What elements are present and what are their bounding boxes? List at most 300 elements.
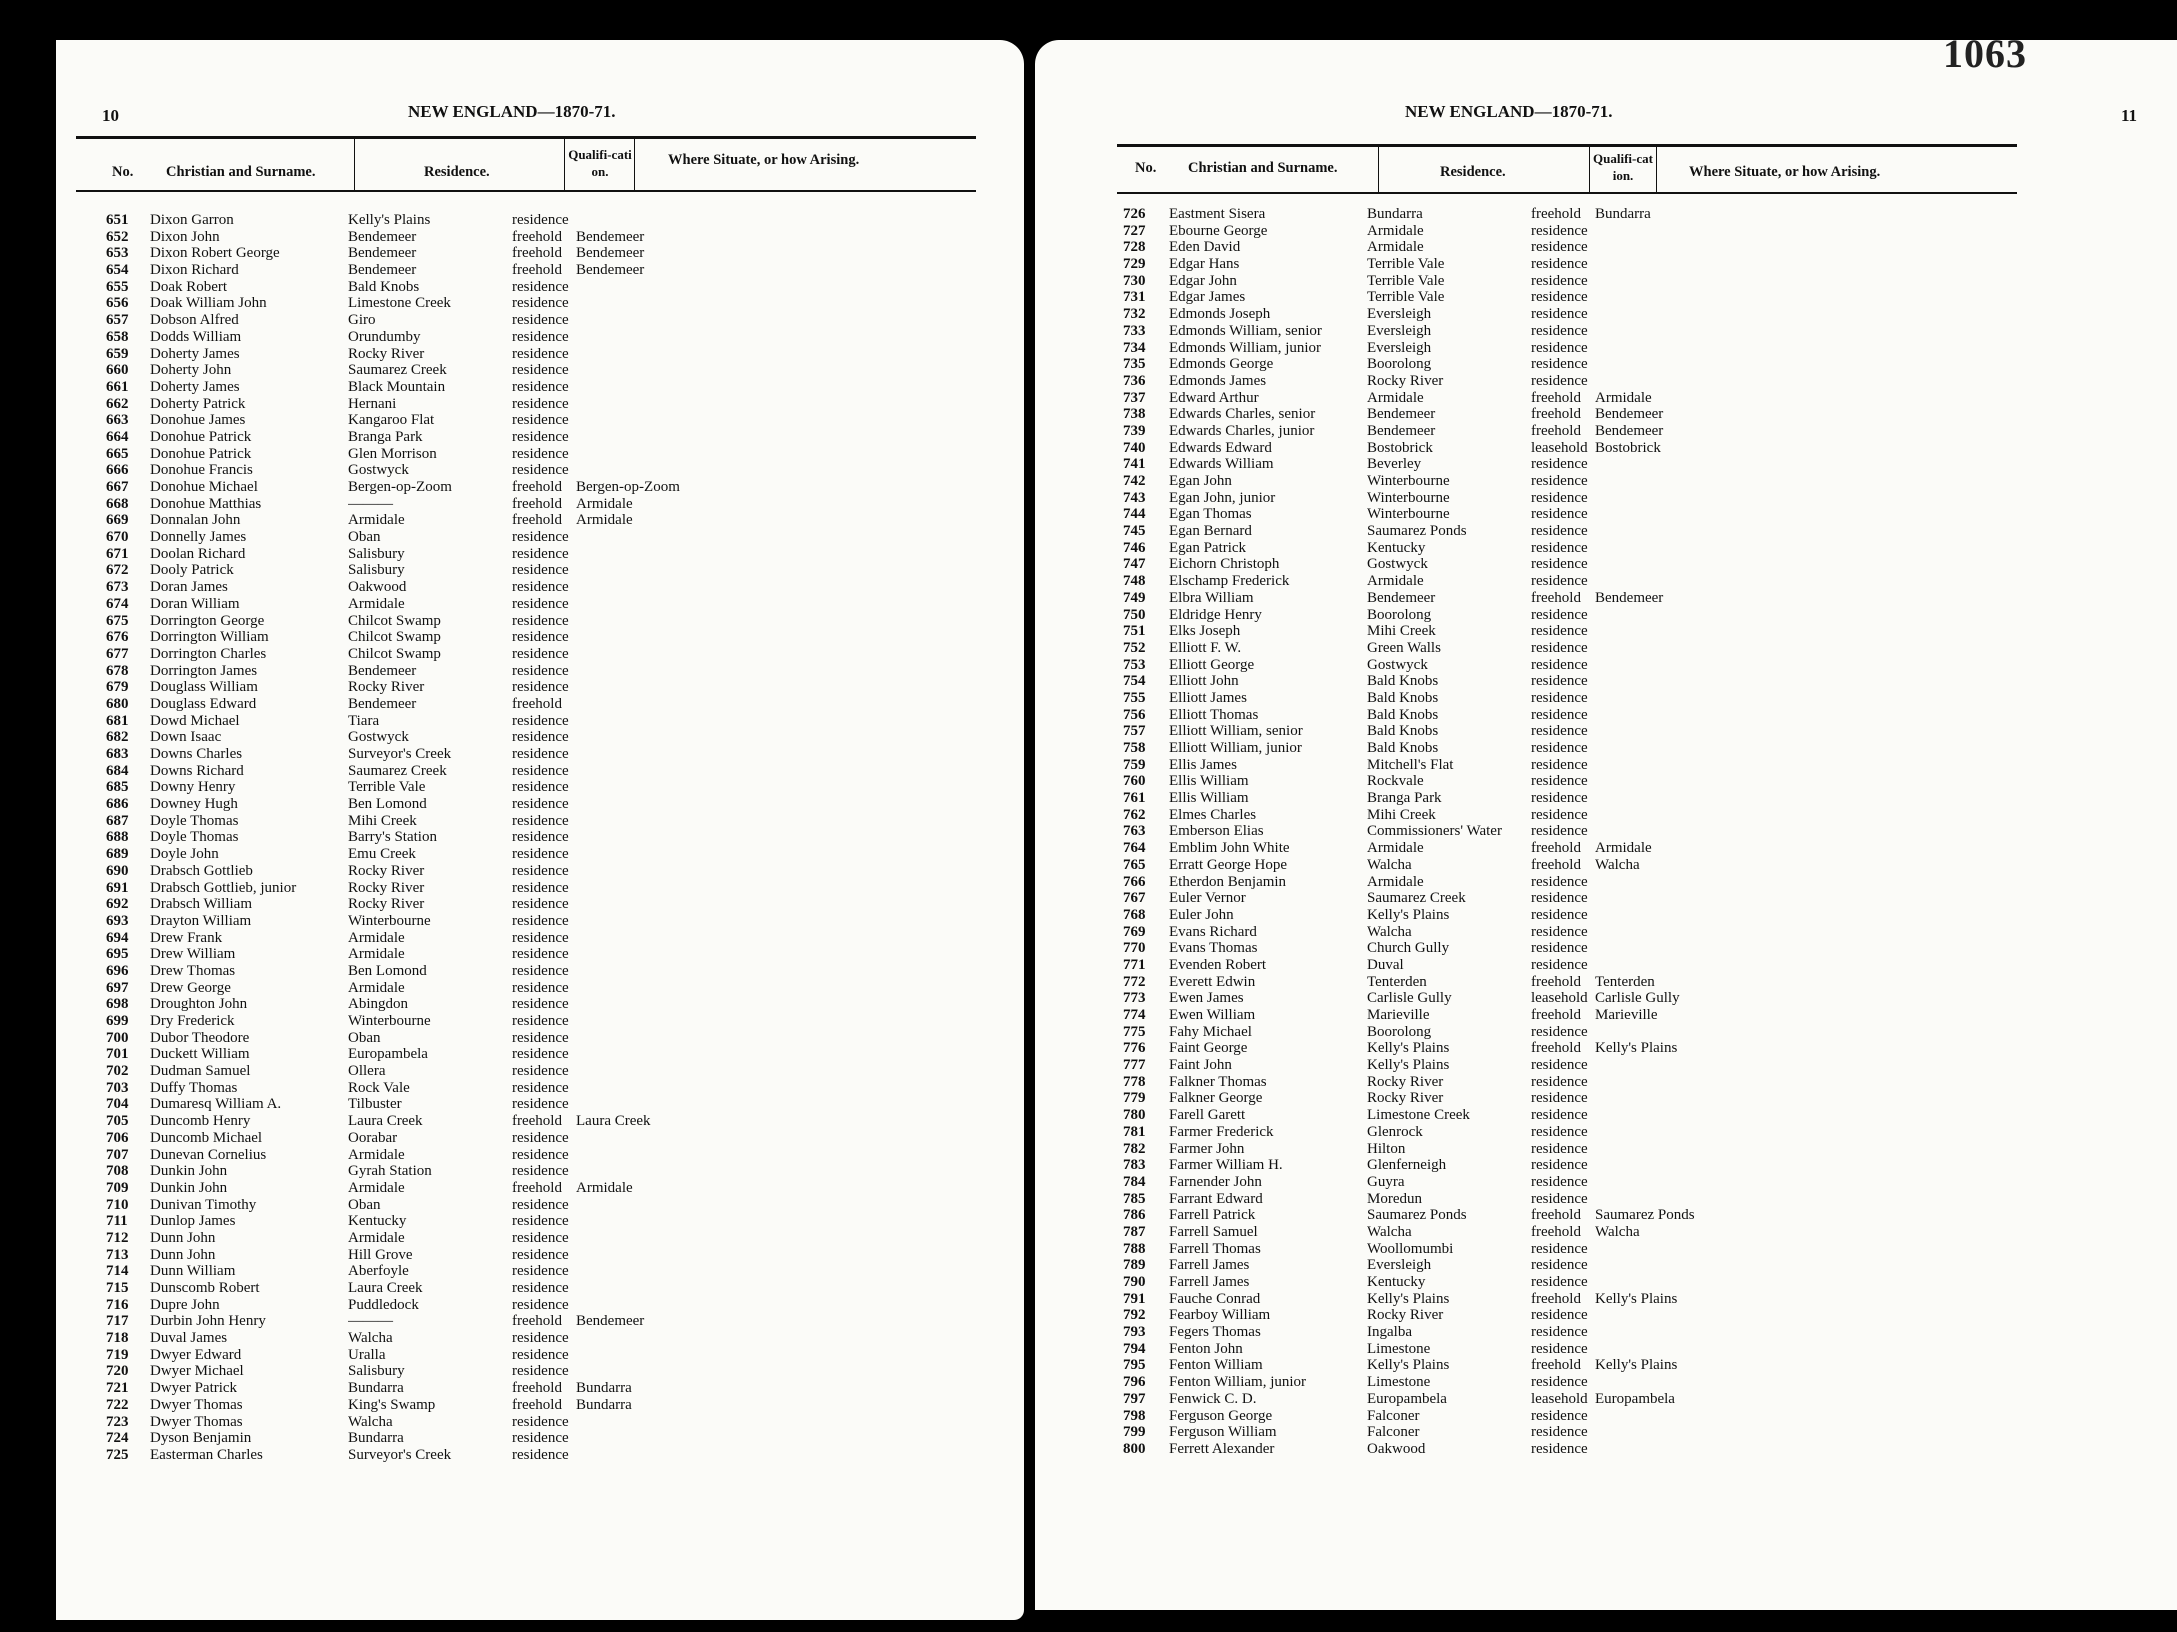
voter-name: Ferrett Alexander [1169, 1440, 1275, 1457]
column-divider [634, 138, 635, 190]
residence-cell: Limestone Creek [1367, 1107, 1470, 1124]
qualification-cell: residence [1531, 523, 1588, 540]
where-situate-cell: Bendemeer [576, 228, 645, 245]
row-number: 744 [1123, 506, 1146, 523]
residence-cell: Bundarra [348, 1380, 404, 1397]
row-number: 767 [1123, 890, 1146, 907]
residence-cell: Chilcot Swamp [348, 645, 441, 662]
residence-cell: Armidale [1367, 239, 1424, 256]
qualification-cell: residence [1531, 723, 1588, 740]
qualification-cell: residence [512, 378, 569, 395]
qualification-cell: residence [512, 1146, 569, 1163]
residence-cell: Eversleigh [1367, 322, 1432, 339]
row-number: 732 [1123, 306, 1146, 323]
qualification-cell: residence [512, 929, 569, 946]
residence-cell: Rocky River [348, 679, 425, 696]
row-number: 756 [1123, 706, 1146, 723]
column-divider [1656, 146, 1657, 192]
voter-name: Doran William [150, 595, 240, 612]
where-situate-cell: Saumarez Ponds [1595, 1207, 1695, 1224]
qualification-cell: residence [1531, 539, 1588, 556]
qualification-cell: residence [1531, 489, 1588, 506]
voter-name: Dunn William [150, 1263, 236, 1280]
voter-name: Dwyer Thomas [150, 1413, 243, 1430]
residence-cell: Glenrock [1367, 1123, 1423, 1140]
residence-cell: Branga Park [348, 428, 423, 445]
row-number: 742 [1123, 473, 1146, 489]
voter-name: Farrell Thomas [1169, 1240, 1261, 1257]
col-header-where: Where Situate, or how Arising. [668, 152, 860, 168]
residence-cell: Walcha [348, 1330, 393, 1347]
qualification-cell: residence [512, 912, 569, 929]
where-situate-cell: Bostobrick [1595, 439, 1661, 456]
voter-name: Farnender John [1169, 1173, 1262, 1190]
residence-cell: Gostwyck [348, 729, 409, 746]
voter-name: Edwards Charles, junior [1169, 422, 1315, 439]
row-number: 683 [106, 746, 129, 762]
where-situate-cell: Armidale [1595, 840, 1652, 857]
voter-name: Doolan Richard [150, 545, 246, 562]
voter-name: Doak William John [150, 295, 267, 312]
row-number: 773 [1123, 990, 1146, 1007]
row-number: 684 [106, 762, 129, 779]
qualification-cell: residence [512, 1163, 569, 1180]
residence-cell: Bundarra [1367, 206, 1423, 222]
qualification-cell: residence [1531, 1307, 1588, 1324]
row-number: 717 [106, 1313, 129, 1330]
voter-name: Elliott William, senior [1169, 723, 1303, 740]
header-rule-top [76, 136, 976, 139]
row-number: 777 [1123, 1057, 1146, 1074]
col-header-name: Christian and Surname. [1188, 160, 1338, 176]
residence-cell: Chilcot Swamp [348, 612, 441, 629]
residence-cell: Duval [1367, 956, 1404, 973]
qualification-cell: residence [1531, 322, 1588, 339]
residence-cell: Branga Park [1367, 790, 1442, 807]
where-situate-cell: Walcha [1595, 856, 1640, 873]
residence-cell: Kentucky [348, 1213, 407, 1230]
voter-name: Dwyer Patrick [150, 1380, 238, 1397]
voter-name: Doyle John [150, 846, 219, 863]
residence-cell: Armidale [348, 1229, 405, 1246]
row-number: 707 [106, 1146, 129, 1163]
qualification-cell: residence [1531, 1374, 1588, 1391]
row-number: 674 [106, 595, 129, 612]
voter-name: Emblim John White [1169, 840, 1290, 857]
residence-cell: Bergen-op-Zoom [348, 479, 452, 495]
row-number: 787 [1123, 1223, 1146, 1240]
row-number: 660 [106, 362, 129, 379]
voter-name: Elmes Charles [1169, 806, 1257, 823]
row-number: 797 [1123, 1390, 1146, 1407]
voter-name: Drew William [150, 946, 236, 963]
residence-cell: Mitchell's Flat [1367, 756, 1454, 773]
row-number: 721 [106, 1380, 129, 1397]
voter-name: Eldridge Henry [1169, 606, 1262, 623]
row-number: 770 [1123, 940, 1146, 957]
qualification-cell: residence [1531, 272, 1588, 289]
qualification-cell: residence [1531, 256, 1588, 273]
voter-name: Edwards Charles, senior [1169, 406, 1316, 423]
row-number: 664 [106, 428, 129, 445]
voter-name: Fahy Michael [1169, 1023, 1252, 1040]
qualification-cell: freehold [512, 245, 562, 262]
row-number: 655 [106, 278, 129, 295]
voter-name: Edmonds George [1169, 356, 1274, 373]
voter-name: Dorrington William [150, 629, 269, 646]
voter-name: Ellis William [1169, 790, 1249, 807]
row-number: 775 [1123, 1023, 1146, 1040]
column-divider [1378, 146, 1379, 192]
voter-name: Donnalan John [150, 512, 241, 529]
qualification-cell: residence [1531, 1324, 1588, 1341]
qualification-cell: residence [512, 746, 569, 762]
qualification-cell: residence [512, 562, 569, 579]
qualification-cell: residence [512, 662, 569, 679]
residence-cell: Saumarez Creek [348, 362, 447, 379]
residence-cell: Bendemeer [348, 228, 417, 245]
residence-cell: Black Mountain [348, 378, 446, 395]
voter-name: Dunkin John [150, 1163, 228, 1180]
row-number: 762 [1123, 806, 1146, 823]
row-number: 673 [106, 579, 129, 596]
residence-cell: Falconer [1367, 1424, 1420, 1441]
qualification-cell: residence [512, 1296, 569, 1313]
residence-cell: Saumarez Creek [1367, 890, 1466, 907]
qualification-cell: residence [512, 545, 569, 562]
row-number: 691 [106, 879, 129, 896]
residence-cell: Surveyor's Creek [348, 1446, 452, 1463]
voter-name: Farrell James [1169, 1274, 1250, 1290]
row-number: 788 [1123, 1240, 1146, 1257]
row-number: 792 [1123, 1307, 1146, 1324]
residence-cell: Aberfoyle [348, 1263, 409, 1280]
where-situate-cell: Laura Creek [576, 1113, 651, 1130]
residence-cell: Hilton [1367, 1140, 1406, 1157]
row-number: 782 [1123, 1140, 1146, 1157]
voter-name: Dorrington George [150, 612, 265, 629]
qualification-cell: residence [512, 1330, 569, 1347]
voter-name: Duffy Thomas [150, 1079, 238, 1096]
voter-name: Edwards William [1169, 456, 1274, 473]
where-situate-cell: Armidale [576, 1179, 633, 1196]
voter-name: Doak Robert [150, 278, 228, 295]
qualification-cell: residence [512, 1363, 569, 1380]
residence-cell: Armidale [348, 512, 405, 529]
qualification-cell: residence [512, 679, 569, 696]
qualification-cell: residence [1531, 740, 1588, 756]
residence-cell: Kentucky [1367, 1274, 1426, 1290]
where-situate-cell: Bendemeer [576, 262, 645, 279]
residence-cell: Bendemeer [348, 662, 417, 679]
voter-name: Fenton William [1169, 1357, 1263, 1374]
row-number: 728 [1123, 239, 1146, 256]
voter-name: Dobson Alfred [150, 312, 239, 329]
voter-name: Doherty James [150, 345, 240, 362]
residence-cell: Bald Knobs [1367, 689, 1439, 706]
residence-cell: Gostwyck [1367, 656, 1428, 673]
voter-name: Downs Charles [150, 746, 243, 762]
residence-cell: Gyrah Station [348, 1163, 432, 1180]
residence-cell: Winterbourne [1367, 473, 1450, 489]
row-number: 701 [106, 1046, 129, 1063]
qualification-cell: residence [1531, 1340, 1588, 1357]
voter-name: Evenden Robert [1169, 956, 1267, 973]
voter-name: Dyson Benjamin [150, 1430, 252, 1447]
where-situate-cell: Bundarra [576, 1396, 632, 1413]
voter-name: Droughton John [150, 996, 248, 1013]
qualification-cell: residence [512, 395, 569, 412]
row-number: 677 [106, 645, 129, 662]
voter-name: Elliott William, junior [1169, 740, 1302, 756]
voter-name: Easterman Charles [150, 1446, 263, 1463]
voter-name: Ebourne George [1169, 222, 1268, 239]
col-header-where: Where Situate, or how Arising. [1689, 164, 1881, 180]
voter-name: Dunn John [150, 1246, 216, 1263]
residence-cell: Walcha [1367, 923, 1412, 940]
row-number: 794 [1123, 1340, 1146, 1357]
qualification-cell: residence [512, 595, 569, 612]
qualification-cell: residence [512, 1446, 569, 1463]
voter-name: Elschamp Frederick [1169, 573, 1290, 590]
voter-name: Edmonds William, senior [1169, 322, 1322, 339]
row-number: 695 [106, 946, 129, 963]
residence-cell: Tiara [348, 712, 380, 729]
voter-name: Farrell Samuel [1169, 1223, 1258, 1240]
residence-cell: Falconer [1367, 1407, 1420, 1424]
scan-number-right: 1063 [1943, 31, 2027, 76]
qualification-cell: residence [512, 579, 569, 596]
qualification-cell: residence [512, 1096, 569, 1113]
residence-cell: Bendemeer [1367, 589, 1436, 606]
page-number: 11 [2121, 106, 2138, 125]
voter-name: Duncomb Henry [150, 1113, 251, 1130]
row-number: 736 [1123, 372, 1146, 389]
qualification-cell: residence [1531, 306, 1588, 323]
qualification-cell: residence [512, 1213, 569, 1230]
voter-name: Ellis James [1169, 756, 1237, 773]
residence-cell: Tenterden [1367, 973, 1427, 990]
voter-name: Dowd Michael [150, 712, 240, 729]
voter-name: Donohue Patrick [150, 428, 252, 445]
voter-name: Dixon Robert George [150, 245, 280, 262]
residence-cell: Beverley [1367, 456, 1422, 473]
row-number: 766 [1123, 873, 1146, 890]
where-situate-cell: Kelly's Plains [1595, 1040, 1678, 1057]
row-number: 727 [1123, 222, 1146, 239]
qualification-cell: residence [1531, 1240, 1588, 1257]
qualification-cell: residence [1531, 689, 1588, 706]
row-number: 722 [106, 1396, 129, 1413]
residence-cell: Boorolong [1367, 606, 1432, 623]
row-number: 791 [1123, 1290, 1146, 1307]
voter-name: Duckett William [150, 1046, 250, 1063]
where-situate-cell: Bendemeer [1595, 406, 1664, 423]
qualification-cell: residence [512, 1029, 569, 1046]
voter-name: Elliott Thomas [1169, 706, 1259, 723]
qualification-cell: residence [1531, 289, 1588, 306]
voter-name: Faint John [1169, 1057, 1232, 1074]
where-situate-cell: Armidale [576, 495, 633, 512]
qualification-cell: residence [512, 295, 569, 312]
qualification-cell: residence [1531, 1123, 1588, 1140]
row-number: 667 [106, 479, 129, 495]
qualification-cell: residence [1531, 1173, 1588, 1190]
qualification-cell: residence [512, 979, 569, 996]
row-number: 679 [106, 679, 129, 696]
residence-cell: Ben Lomond [348, 796, 427, 813]
row-number: 686 [106, 796, 129, 813]
col-header-qualification: Qualifi-cation. [568, 147, 632, 179]
voter-name: Down Isaac [150, 729, 222, 746]
row-number: 737 [1123, 389, 1146, 406]
voter-name: Eichorn Christoph [1169, 556, 1280, 573]
voter-name: Doyle Thomas [150, 812, 239, 829]
row-number: 745 [1123, 523, 1146, 540]
qualification-cell: residence [512, 328, 569, 345]
residence-cell: Rocky River [348, 879, 425, 896]
row-number: 712 [106, 1229, 129, 1246]
row-number: 651 [106, 212, 129, 228]
row-number: 778 [1123, 1073, 1146, 1090]
qualification-cell: freehold [1531, 1207, 1581, 1224]
voter-name: Egan John, junior [1169, 489, 1276, 506]
residence-cell: Armidale [1367, 222, 1424, 239]
row-number: 710 [106, 1196, 129, 1213]
qualification-cell: residence [512, 428, 569, 445]
row-number: 759 [1123, 756, 1146, 773]
residence-cell: Winterbourne [1367, 506, 1450, 523]
qualification-cell: residence [512, 829, 569, 846]
qualification-cell: residence [512, 812, 569, 829]
header-rule-bottom [1117, 192, 2017, 194]
qualification-cell: residence [512, 779, 569, 796]
residence-cell: Terrible Vale [348, 779, 426, 796]
residence-cell: Limestone [1367, 1340, 1431, 1357]
residence-cell: Oorabar [348, 1129, 398, 1146]
residence-cell: Laura Creek [348, 1280, 423, 1296]
voter-name: Fenton William, junior [1169, 1374, 1307, 1391]
page-header: NEW ENGLAND—1870-71. [1405, 102, 1613, 121]
qualification-cell: residence [1531, 1274, 1588, 1290]
voter-name: Eastment Sisera [1169, 206, 1266, 222]
row-number: 779 [1123, 1090, 1146, 1107]
col-header-name: Christian and Surname. [166, 164, 316, 180]
qualification-cell: freehold [512, 695, 562, 712]
voter-name: Ferguson George [1169, 1407, 1273, 1424]
residence-cell: Green Walls [1367, 639, 1441, 656]
qualification-cell: freehold [512, 1380, 562, 1397]
row-number: 749 [1123, 589, 1146, 606]
where-situate-cell: Armidale [1595, 389, 1652, 406]
voter-name: Dwyer Michael [150, 1363, 244, 1380]
residence-cell: Rock Vale [348, 1079, 410, 1096]
qualification-cell: freehold [512, 495, 562, 512]
residence-cell: Armidale [348, 1179, 405, 1196]
voter-name: Egan John [1169, 473, 1232, 489]
residence-cell: Bald Knobs [1367, 740, 1439, 756]
voter-name: Drew Thomas [150, 962, 236, 979]
row-number: 724 [106, 1430, 129, 1447]
row-number: 761 [1123, 790, 1146, 807]
voter-name: Drabsch Gottlieb [150, 862, 253, 879]
qualification-cell: freehold [1531, 206, 1581, 222]
row-number: 789 [1123, 1257, 1146, 1274]
qualification-cell: residence [512, 645, 569, 662]
voter-name: Elks Joseph [1169, 623, 1241, 640]
qualification-cell: residence [512, 862, 569, 879]
voter-name: Ewen James [1169, 990, 1244, 1007]
row-number: 653 [106, 245, 129, 262]
voter-name: Edmonds William, junior [1169, 339, 1322, 356]
residence-cell: Bendemeer [348, 245, 417, 262]
page-number: 10 [102, 106, 119, 125]
voter-name: Drabsch Gottlieb, junior [150, 879, 297, 896]
qualification-cell: freehold [1531, 1007, 1581, 1023]
row-number: 690 [106, 862, 129, 879]
row-number: 798 [1123, 1407, 1146, 1424]
residence-cell: Armidale [348, 1146, 405, 1163]
row-number: 768 [1123, 906, 1146, 923]
row-number: 772 [1123, 973, 1146, 990]
voter-name: Elbra William [1169, 589, 1254, 606]
qualification-cell: freehold [512, 479, 562, 495]
voter-name: Dixon Richard [150, 262, 239, 279]
col-header-residence: Residence. [1440, 164, 1506, 180]
voter-name: Edwards Edward [1169, 439, 1272, 456]
residence-cell: Commissioners' Water [1367, 823, 1502, 840]
voter-name: Fauche Conrad [1169, 1290, 1261, 1307]
residence-cell: Kelly's Plains [1367, 1040, 1450, 1057]
row-number: 786 [1123, 1207, 1146, 1224]
column-divider [1589, 146, 1590, 192]
qualification-cell: residence [512, 1046, 569, 1063]
qualification-cell: residence [512, 1063, 569, 1080]
residence-cell: Mihi Creek [1367, 806, 1436, 823]
residence-cell: Armidale [348, 929, 405, 946]
row-number: 671 [106, 545, 129, 562]
voter-name: Euler John [1169, 906, 1234, 923]
qualification-cell: residence [512, 1196, 569, 1213]
residence-cell: Kelly's Plains [1367, 906, 1450, 923]
voter-name: Douglass William [150, 679, 258, 696]
qualification-cell: residence [512, 1413, 569, 1430]
residence-cell: Rockvale [1367, 773, 1424, 790]
residence-cell: Salisbury [348, 562, 405, 579]
qualification-cell: residence [512, 212, 569, 228]
row-number: 750 [1123, 606, 1146, 623]
where-situate-cell: Walcha [1595, 1223, 1640, 1240]
row-number: 681 [106, 712, 129, 729]
header-rule-bottom [76, 190, 976, 192]
row-number: 763 [1123, 823, 1146, 840]
residence-cell: Marieville [1367, 1007, 1430, 1023]
residence-cell: Barry's Station [348, 829, 437, 846]
row-number: 747 [1123, 556, 1146, 573]
voter-name: Fegers Thomas [1169, 1324, 1261, 1341]
qualification-cell: residence [512, 629, 569, 646]
row-number: 764 [1123, 840, 1146, 857]
qualification-cell: residence [1531, 239, 1588, 256]
row-number: 669 [106, 512, 129, 529]
residence-cell: Moredun [1367, 1190, 1422, 1207]
voter-name: Etherdon Benjamin [1169, 873, 1287, 890]
voter-name: Falkner Thomas [1169, 1073, 1267, 1090]
where-situate-cell: Carlisle Gully [1595, 990, 1680, 1007]
residence-cell: Bendemeer [1367, 406, 1436, 423]
residence-cell: Walcha [1367, 1223, 1412, 1240]
qualification-cell: residence [1531, 956, 1588, 973]
